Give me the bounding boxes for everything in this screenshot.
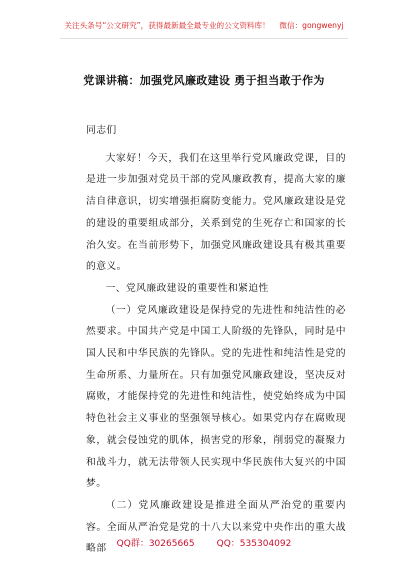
- body-paragraph-1-1: （一）党风廉政建设是保持党的先进性和纯洁性的必然要求。中国共产党是中国工人阶级的先锋队，同时是中国人民和中华民族的先锋队。党的先进性和纯洁性是党的生命所系、力量所在。只有加强党风廉政建设，坚决反对腐败，才能保持党的先进性和纯洁性，使党始终成为中国特色社会主义事业的坚强领导核心。如果党内存在腐败现象，就会侵蚀党的肌体，损害党的形象，削弱党的凝聚力和战斗力，就无法带领人民实现中华民族伟大复兴的中国梦。: [86, 304, 346, 490]
- document-body: [86, 120, 346, 560]
- body-paragraph-1-2: （二）党风廉政建设是推进全面从严治党的重要内容。全面从严治党是党的十八大以来党中央作出的重大战略部: [86, 499, 346, 555]
- qq-group: QQ群：30265665: [116, 539, 195, 549]
- body-paragraph-intro: 大家好！今天，我们在这里举行党风廉政党课，目的是进一步加强对党员干部的党风廉政教育，提高大家的廉洁自律意识，切实增强拒腐防变能力。党风廉政建设是党的建设的重要组成部分，关系到党的生死存亡和国家的长治久安。在当前形势下，加强党风廉政建设具有极其重要的意义。: [86, 152, 346, 273]
- notice-text: 关注头条号“公文研究”，获得最新最全最专业的公文资料库！: [64, 21, 270, 30]
- source-notice-header: [0, 20, 408, 31]
- notice-separator: [272, 21, 277, 30]
- header-divider: [60, 38, 348, 39]
- contact-footer: [0, 536, 408, 549]
- qq-contact: QQ：535304092: [216, 539, 292, 549]
- section-heading-1: 一、党风廉政建设的重要性和紧迫性: [105, 282, 269, 294]
- document-title: 党课讲稿：加强党风廉政建设 勇于担当敢于作为: [83, 74, 325, 87]
- wechat-id: 微信：gongwenyj: [279, 21, 344, 30]
- greeting: 同志们: [86, 125, 117, 136]
